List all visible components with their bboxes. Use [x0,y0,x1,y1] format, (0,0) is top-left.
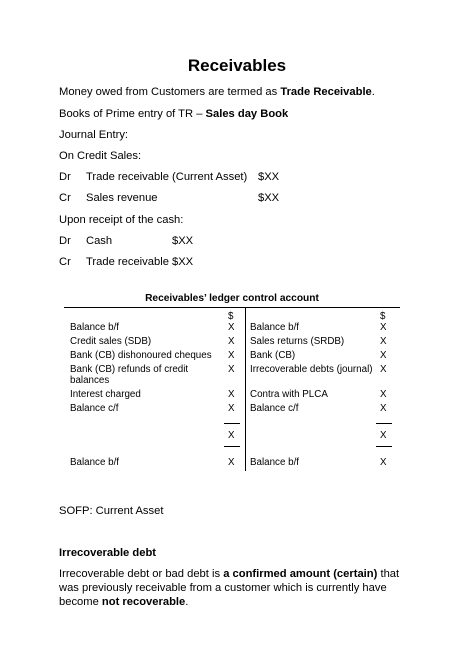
ledger-left-value: X [228,336,235,347]
ledger-bottom-left-value: X [228,457,235,468]
books-term: Sales day Book [205,108,289,120]
credit-dr-amount: $XX [258,171,280,183]
credit-cr-account: Sales revenue [86,192,158,204]
ledger-right-label: Bank (CB) [250,350,296,361]
cash-cr-amount: $XX [172,256,194,268]
intro-term: Trade Receivable [280,86,372,98]
cash-cr-side: Cr [59,256,71,268]
credit-cr-side: Cr [59,192,71,204]
ledger-bottom-left-label: Balance b/f [70,457,120,468]
ledger-right-value: X [380,403,387,414]
ledger-right-total: X [380,430,387,441]
sofp-line: SOFP: Current Asset [59,505,164,517]
irrecoverable-text: that was previously receivable from a customer which is currently have become [59,568,400,608]
credit-dr-account: Trade receivable (Current Asset) [86,171,248,183]
ledger-right-value: X [380,364,387,375]
ledger-right-value: X [380,336,387,347]
ledger-right-label: Irrecoverable debts (journal) [250,364,373,375]
cash-dr-amount: $XX [172,235,194,247]
ledger-left-value: X [228,403,235,414]
ledger-left-value: X [228,322,235,333]
credit-cr-amount: $XX [258,192,280,204]
intro-line [59,85,375,99]
irrecoverable-term: a confirmed amount (certain) [223,568,378,580]
credit-dr-side: Dr [59,171,71,183]
ledger-right-label: Sales returns (SRDB) [250,336,345,347]
ledger-left-value: X [228,389,235,400]
cash-dr-side: Dr [59,235,71,247]
ledger-currency-left: $ [228,311,234,322]
total-rule-right [376,423,392,424]
ledger-right-label: Contra with PLCA [250,389,328,400]
ledger-right-label: Balance b/f [250,322,300,333]
ledger-left-value: X [228,364,235,375]
irrecoverable-paragraph [59,567,411,609]
irrecoverable-heading: Irrecoverable debt [59,547,157,559]
books-text: Books of Prime entry of TR – [59,108,206,120]
intro-end: . [371,86,375,98]
ledger-left-total: X [228,430,235,441]
total-double-rule-left [224,446,240,447]
ledger-right-value: X [380,389,387,400]
ledger-right-value: X [380,322,387,333]
cash-receipt-label: Upon receipt of the cash: [59,214,184,226]
ledger-title: Receivables’ ledger control account [145,293,319,304]
ledger-left-label: Bank (CB) dishonoured cheques [70,350,212,361]
total-rule-left [224,423,240,424]
ledger-left-label: Balance b/f [70,322,120,333]
irrecoverable-end: . [185,596,189,608]
books-line [59,107,288,121]
ledger-center-rule [245,307,246,471]
ledger-top-rule [64,307,400,308]
irrecoverable-term: not recoverable [101,596,186,608]
ledger-left-label: Credit sales (SDB) [70,336,152,347]
credit-sales-label: On Credit Sales: [59,150,142,162]
total-double-rule-right [376,446,392,447]
ledger-right-label: Balance c/f [250,403,299,414]
page-title: Receivables [187,56,287,75]
ledger-left-label: Interest charged [70,389,141,400]
ledger-bottom-right-label: Balance b/f [250,457,300,468]
ledger-right-value: X [380,350,387,361]
ledger-left-label: Balance c/f [70,403,119,414]
ledger-bottom-right-value: X [380,457,387,468]
cash-dr-account: Cash [86,235,113,247]
ledger-left-label: Bank (CB) refunds of credit balances [70,364,189,386]
intro-text: Money owed from Customers are termed as [59,86,281,98]
journal-entry-label: Journal Entry: [59,129,129,141]
irrecoverable-text: Irrecoverable debt or bad debt is [59,568,224,580]
cash-cr-account: Trade receivable [86,256,169,268]
ledger-left-value: X [228,350,235,361]
ledger-currency-right: $ [380,311,386,322]
